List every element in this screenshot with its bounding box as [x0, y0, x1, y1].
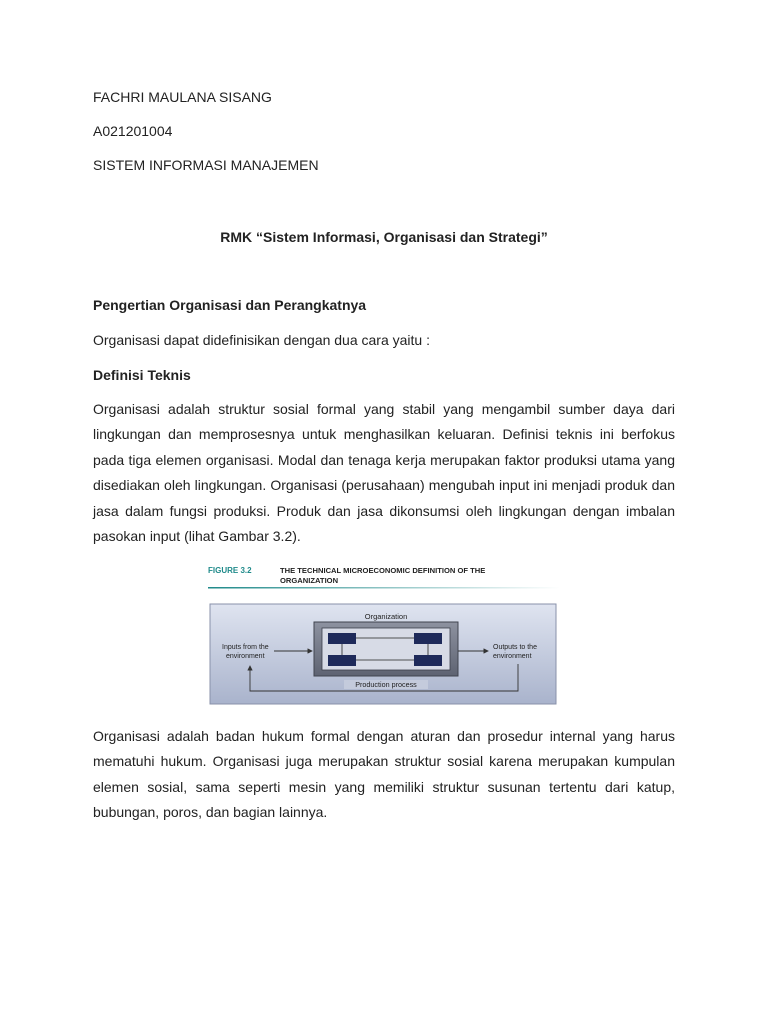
figure-title-line2: ORGANIZATION	[280, 576, 339, 585]
figure-3-2	[208, 562, 560, 710]
subheading-technical-definition: Definisi Teknis	[93, 367, 191, 383]
figure-rule	[208, 587, 560, 589]
document-title: RMK “Sistem Informasi, Organisasi dan Strategi”	[220, 229, 548, 245]
student-id: A021201004	[93, 123, 173, 139]
organization-label: Organization	[364, 612, 408, 621]
inputs-label-line2: environment	[226, 653, 265, 660]
outputs-label-line2: environment	[493, 653, 532, 660]
production-process-label: Production process	[355, 680, 417, 689]
outputs-label-line1: Outputs to the	[493, 644, 537, 651]
intro-text: Organisasi dapat didefinisikan dengan dua cara yaitu :	[93, 332, 430, 348]
inputs-label-line1: Inputs from the	[222, 644, 269, 651]
figure-number: FIGURE 3.2	[208, 566, 252, 575]
author-name: FACHRI MAULANA SISANG	[93, 89, 272, 105]
paragraph-legal-definition: Organisasi adalah badan hukum formal dengan aturan dan prosedur internal yang harus mematuhi hukum. Organisasi juga merupakan struktur sosial karena merupakan kumpulan elemen sosial, sama seperti mesin yang memiliki struktur susunan tertentu dari katup, bubungan, poros, dan bagian lainnya.	[93, 728, 675, 821]
section-heading: Pengertian Organisasi dan Perangkatnya	[93, 297, 367, 313]
production-box-bottom-right	[414, 655, 442, 666]
paragraph-technical-definition: Organisasi adalah struktur sosial formal yang stabil yang mengambil sumber daya dari lingkungan dan memprosesnya untuk menghasilkan keluaran. Definisi teknis ini berfokus pada tiga elemen organisasi. Modal dan tenaga kerja merupakan faktor produksi utama yang disediakan oleh lingkungan. Organisasi (perusahaan) mengubah input ini menjadi produk dan jasa dalam fungsi produksi. Produk dan jasa dikonsumsi oleh lingkungan dengan imbalan pasokan input (lihat Gambar 3.2).	[93, 401, 675, 545]
production-box-bottom-left	[328, 655, 356, 666]
production-box-top-left	[328, 633, 356, 644]
production-box-top-right	[414, 633, 442, 644]
figure-title-line1: THE TECHNICAL MICROECONOMIC DEFINITION OF THE	[280, 566, 486, 575]
course-name: SISTEM INFORMASI MANAJEMEN	[93, 157, 319, 173]
